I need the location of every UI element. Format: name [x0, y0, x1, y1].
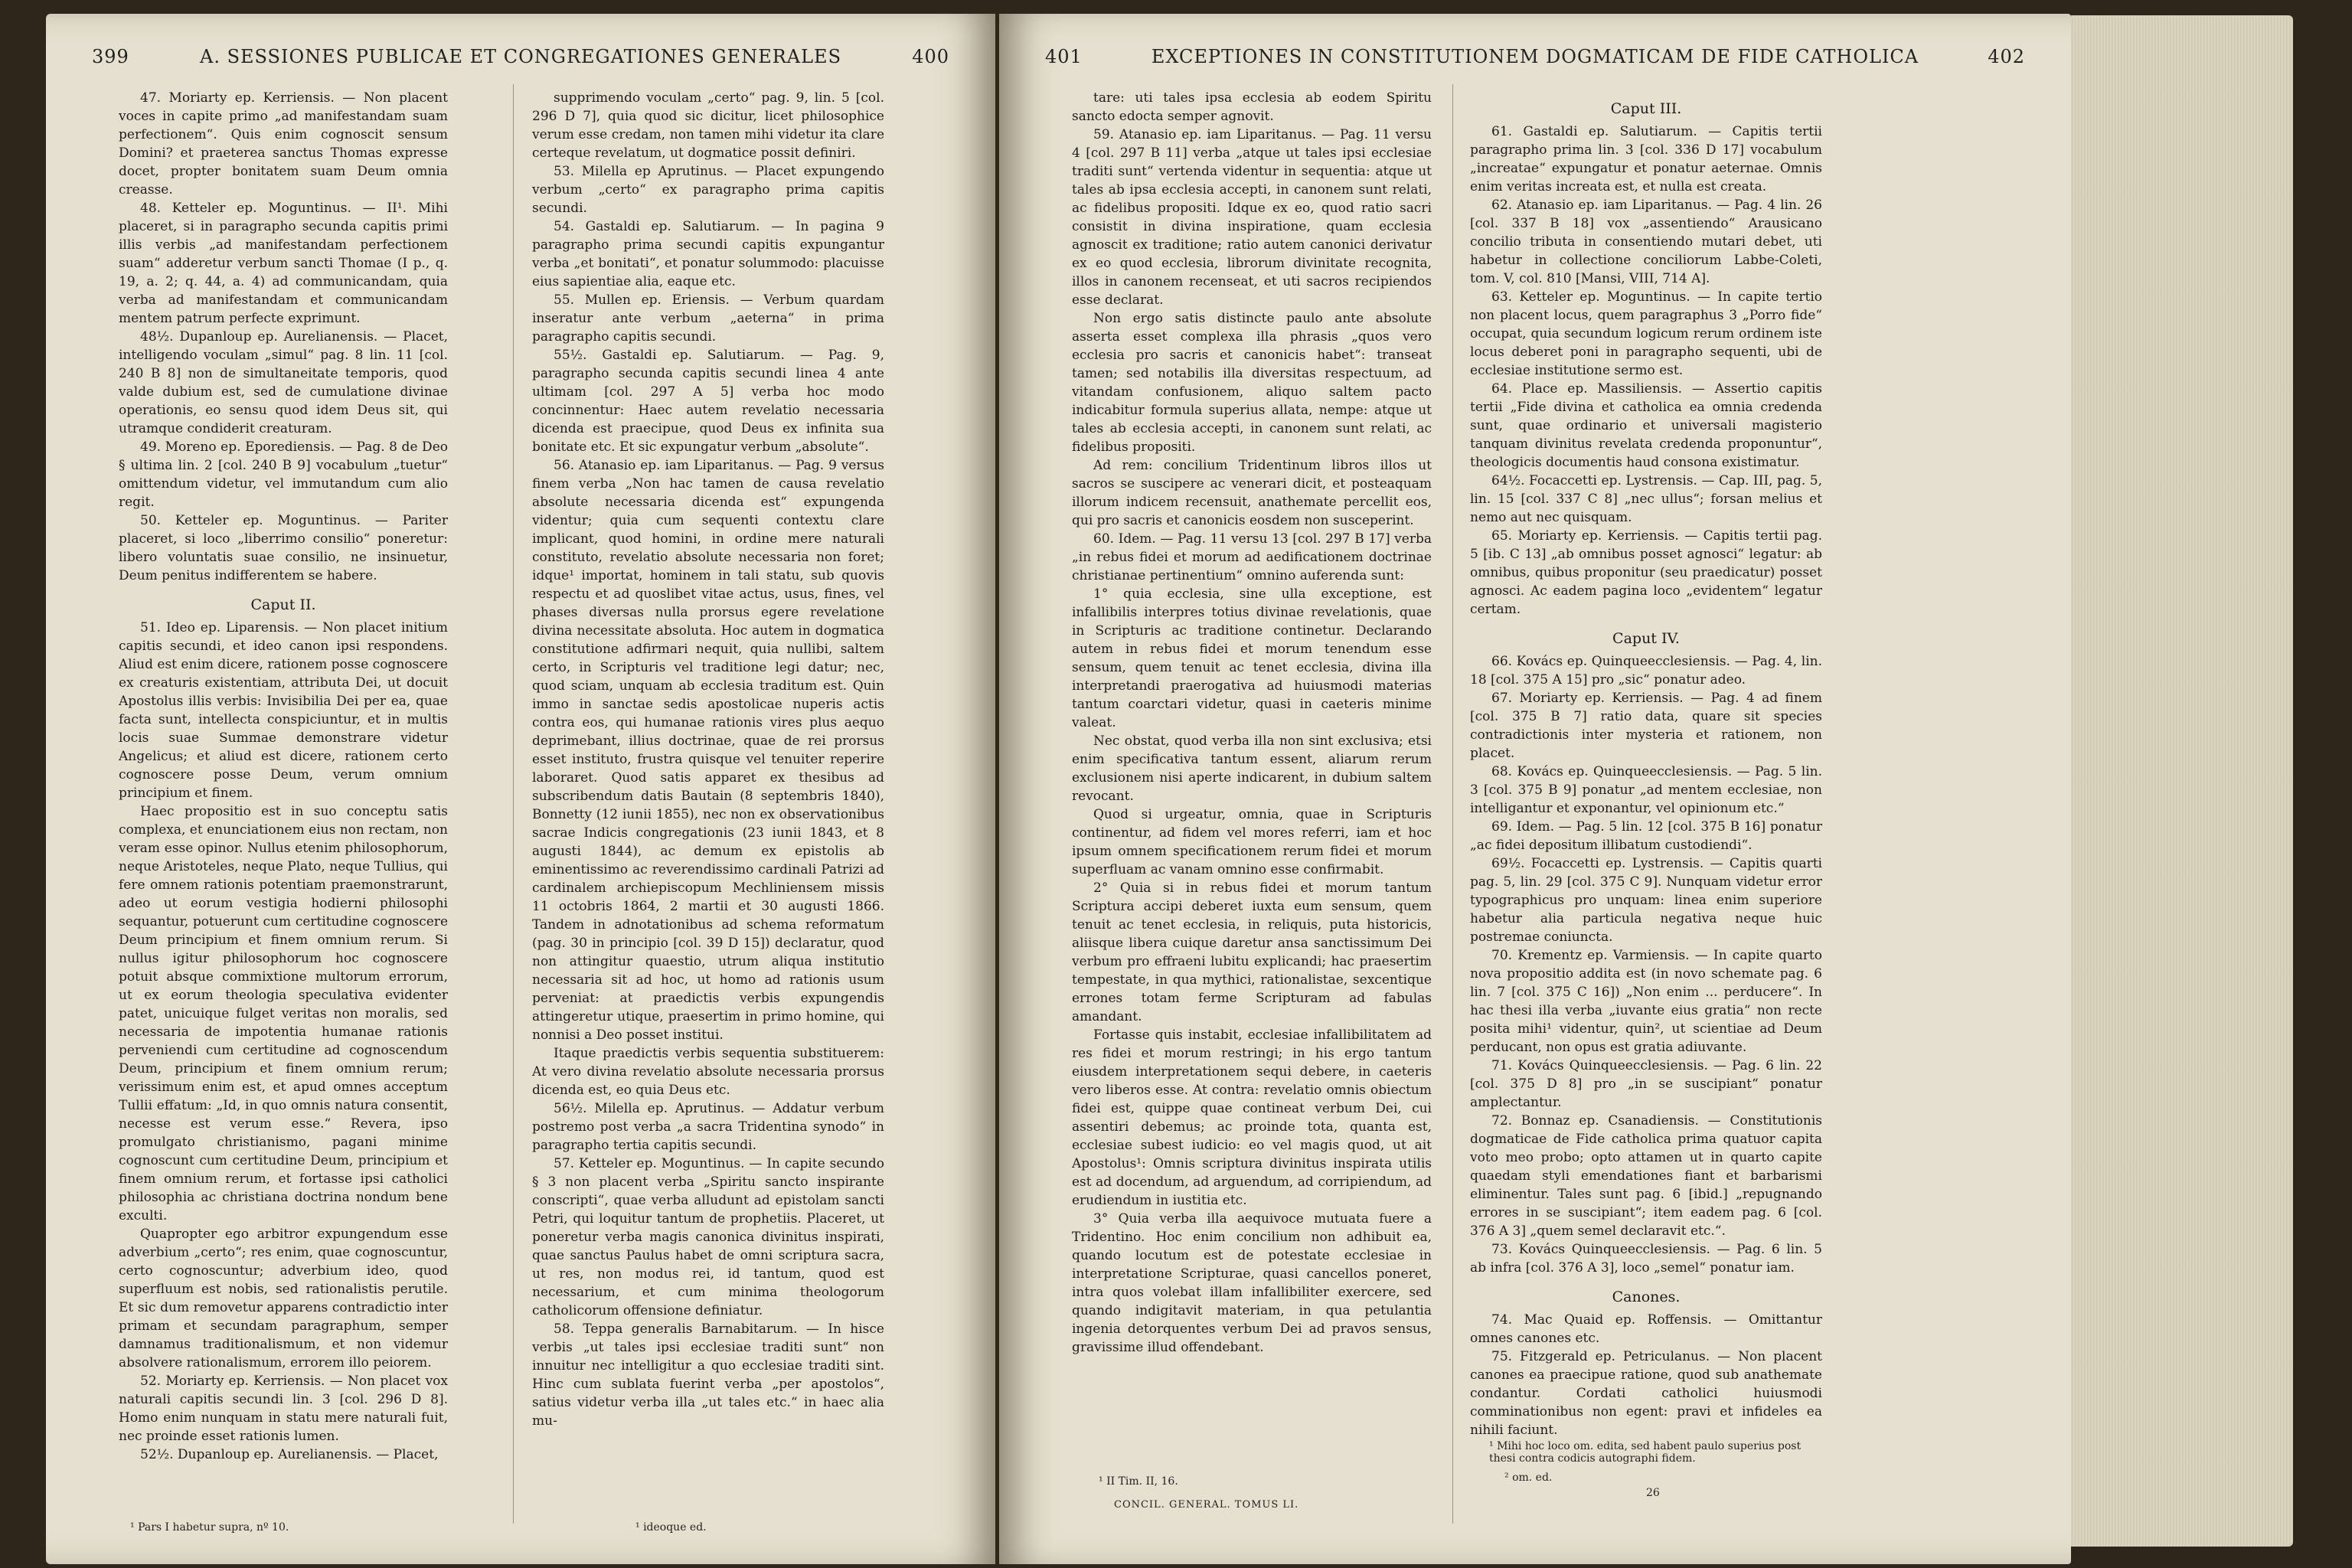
footnote: ² om. ed.	[1504, 1472, 1553, 1484]
paragraph: Itaque praedictis verbis sequentia substituerem: At vero divina revelatio absolute necessaria prorsus dicenda est, eo quia Deus etc.	[532, 1046, 884, 1098]
page-number: 402	[1988, 46, 2025, 67]
section-heading: Caput III.	[1610, 100, 1682, 117]
paragraph: 58. Teppa generalis Barnabitarum. — In hisce verbis „ut tales ipsi ecclesiae traditi sunt“ non innuitur nec intelligitur a quo ecclesiae traditi sint. Hinc cum sublata fuerint verba „per apostolos“, satius videtur verba illa „ut tales etc.“ in haec alia mu-	[532, 1321, 884, 1429]
paragraph: 74. Mac Quaid ep. Roffensis. — Omittantur omnes canones etc.	[1470, 1312, 1822, 1346]
signature-mark: CONCIL. GENERAL. TOMUS LI.	[1114, 1499, 1299, 1511]
text-column	[532, 89, 884, 1430]
paragraph: 55. Mullen ep. Eriensis. — Verbum quardam inseratur ante verbum „aeterna“ in prima paragrapho capitis secundi.	[532, 292, 884, 345]
running-head-left	[92, 46, 949, 77]
paragraph: 62. Atanasio ep. iam Liparitanus. — Pag. 4 lin. 26 [col. 337 B 18] vox „assentiendo“ Arausicano concilio tributa in consentiendo mutari debet, uti habetur in collectione conciliorum Labbe-Coleti, tom. V, col. 810 [Mansi, VIII, 714 A].	[1470, 198, 1822, 286]
signature-number: 26	[1646, 1487, 1660, 1499]
paragraph: 1° quia ecclesia, sine ulla exceptione, est infallibilis interpres totius divinae revelationis, quae in Scripturis ac traditione continetur. Declarando autem in rebus fidei et morum tenendum esse sensum, quem tenuit ac tenet ecclesia, divina illa interpretandi praerogativa ad huiusmodi materias tantum coarctari videtur, quasi in caeteris minime valeat.	[1072, 586, 1432, 730]
footnote: ¹ Mihi hoc loco om. edita, sed habent paulo superius post thesi contra codicis autographi fidem.	[1489, 1440, 1802, 1465]
paragraph: 57. Ketteler ep. Moguntinus. — In capite secundo § 3 non placent verba „Spiritu sancto inspirante conscripti“, quae verba alludunt ad epistolam sancti Petri, qui loquitur tantum de prophetiis. Placeret, ut poneretur verba magis canonica divinitus inspirati, quae sanctus Paulus habet de omni scriptura sacra, ut res, non modus rei, id tantum, quod est necessarium, et cum minima theologorum catholicorum offensione definiatur.	[532, 1156, 884, 1318]
section-heading: Caput IV.	[1612, 630, 1680, 647]
footnote: ¹ Pars I habetur supra, nº 10.	[130, 1521, 289, 1534]
running-title: EXCEPTIONES IN CONSTITUTIONEM DOGMATICAM DE FIDE CATHOLICA	[1151, 46, 1919, 67]
paragraph: 52½. Dupanloup ep. Aurelianensis. — Placet,	[140, 1447, 439, 1462]
page-edge-stack	[2071, 15, 2293, 1547]
paragraph: 75. Fitzgerald ep. Petriculanus. — Non placent canones ea praecipue ratione, quod sub anathemate condantur. Cordati catholici huiusmodi comminationibus non egent: pravi et infideles ea nihili faciunt.	[1470, 1349, 1822, 1438]
page-number: 399	[92, 46, 129, 67]
running-head-right	[1045, 46, 2025, 77]
paragraph: Non ergo satis distincte paulo ante absolute asserta esset complexa illa phrasis „quos vero ecclesia pro sacris et canonicis habet“: transeat tamen; sed notabilis illa diversitas respectuum, ad vitandam confusionem, aliquo saltem pacto indicabitur formula superius allata, nempe: atque ut tales ab ecclesia accepti, in canonem sunt relati, ac fidelibus propositi.	[1072, 311, 1432, 455]
text-column	[119, 89, 448, 1464]
paragraph: 2° Quia si in rebus fidei et morum tantum Scriptura accipi deberet iuxta eum sensum, quem tenuit ac tenet ecclesia, in reliquis, puta historicis, aliisque libera cuique daretur ansa sanctissimum Dei verbum pro effraeni lubitu explicandi; hac praesertim tempestate, in qua mythici, rationalistae, sexcentique errones totam ferme Scripturam ad fabulas amandant.	[1072, 880, 1432, 1024]
paragraph: 59. Atanasio ep. iam Liparitanus. — Pag. 11 versu 4 [col. 297 B 11] verba „atque ut tales ipsi ecclesiae traditi sunt“ vertenda videntur in sequentia: atque ut tales ab ipsa ecclesia accepti, in canonem sunt relati, ac fidelibus propositi. Idque ex eo, quod ratio sacri consistit in divina inspiratione, quam ecclesia agnoscit ex traditione; ratio autem canonici derivatur ex eo quod ecclesia, librorum divinitate recognita, illos in canonem recenseat, et uti sacros recipiendos esse declarat.	[1072, 127, 1432, 308]
paragraph: 49. Moreno ep. Eporediensis. — Pag. 8 de Deo § ultima lin. 2 [col. 240 B 9] vocabulum „tuetur“ omittendum videtur, vel immutandum cum alio regit.	[119, 439, 448, 510]
paragraph: 69½. Focaccetti ep. Lystrensis. — Capitis quarti pag. 5, lin. 29 [col. 375 C 9]. Nunquam videtur error typographicus pro unquam: linea enim superiore habetur alia particula negativa neque huic postremae coniuncta.	[1470, 856, 1822, 945]
paragraph: 69. Idem. — Pag. 5 lin. 12 [col. 375 B 16] ponatur „ac fidei depositum illibatum custodiendi“.	[1470, 819, 1822, 853]
paragraph: tare: uti tales ipsa ecclesia ab eodem Spiritu sancto edocta semper agnovit.	[1072, 90, 1432, 124]
left-page	[46, 14, 995, 1564]
page-number: 401	[1045, 46, 1083, 67]
paragraph: 50. Ketteler ep. Moguntinus. — Pariter placeret, si loco „liberrimo consilio“ poneretur: libero voluntatis suae consilio, ne insinuetur, Deum penitus indifferentem se habere.	[119, 513, 448, 583]
section-heading: Canones.	[1612, 1289, 1681, 1305]
paragraph: 61. Gastaldi ep. Salutiarum. — Capitis tertii paragrapho prima lin. 3 [col. 336 D 17] vocabulum „increatae“ expungatur et ponatur aeternae. Omnis enim veritas increata est, et nulla est creata.	[1470, 124, 1822, 194]
paragraph: 64. Place ep. Massiliensis. — Assertio capitis tertii „Fide divina et catholica ea omnia credenda sunt, quae ordinario et universali magisterio tanquam divinitus revelata credenda proponuntur“, theologicis documentis haud consona existimatur.	[1470, 381, 1822, 470]
paragraph: Fortasse quis instabit, ecclesiae infallibilitatem ad res fidei et morum restringi; in his ergo tantum eiusdem interpretationem sequi debere, in caeteris vero liberos esse. At contra: revelatio omnis obiectum fidei est, quippe quae contineat verbum Dei, cui assentiri debemus; ac proinde tota, quanta est, ecclesiae subest iudicio: eo vel magis quod, ut ait Apostolus¹: Omnis scriptura divinitus inspirata utilis est ad docendum, ad arguendum, ad corripiendum, ad erudiendum in iustitia etc.	[1072, 1027, 1432, 1208]
text-column	[1470, 89, 1822, 1439]
paragraph: 60. Idem. — Pag. 11 versu 13 [col. 297 B 17] verba „in rebus fidei et morum ad aedificationem doctrinae christianae pertinentium“ omnino auferenda sunt:	[1072, 531, 1432, 583]
paragraph: 52. Moriarty ep. Kerriensis. — Non placet vox naturali capitis secundi lin. 3 [col. 296 D 8]. Homo enim nunquam in statu mere naturali fuit, nec proinde esset rationis lumen.	[119, 1374, 448, 1444]
paragraph: 56½. Milella ep. Aprutinus. — Addatur verbum postremo post verba „a sacra Tridentina synodo“ in paragrapho tertia capitis secundi.	[532, 1101, 884, 1153]
paragraph: 51. Ideo ep. Liparensis. — Non placet initium capitis secundi, et ideo canon ipsi respondens. Aliud est enim dicere, rationem posse cognoscere ex creaturis existentiam, attributa Dei, ut docuit Apostolus illis verbis: Invisibilia Dei per ea, quae facta sunt, intellecta conspiciuntur, et in multis locis suae Summae demonstrare videtur Angelicus; et aliud est dicere, rationem certo cognoscere posse Deum, verum omnium principium et finem.	[119, 620, 448, 801]
paragraph: 65. Moriarty ep. Kerriensis. — Capitis tertii pag. 5 [ib. C 13] „ab omnibus posset agnosci“ legatur: ab omnibus, quibus proponitur (seu praedicatur) posset agnosci. Ac eadem pagina loco „evidentem“ legatur certam.	[1470, 528, 1822, 617]
text-column	[1072, 89, 1432, 1357]
paragraph: 68. Kovács ep. Quinqueecclesiensis. — Pag. 5 lin. 3 [col. 375 B 9] ponatur „ad mentem ecclesiae, non intelligantur et exponantur, vel opinionum etc.“	[1470, 764, 1822, 816]
paragraph: 70. Krementz ep. Varmiensis. — In capite quarto nova propositio addita est (in novo schemate pag. 6 lin. 7 [col. 375 C 16]) „Non enim ... perducere“. In hac thesi illa verba „iuvante eius gratia“ non recte posita mihi¹ videntur, quin², ut scientiae ad Deum perducant, non opus est gratia adiuvante.	[1470, 948, 1822, 1055]
paragraph: 55½. Gastaldi ep. Salutiarum. — Pag. 9, paragrapho secunda capitis secundi linea 4 ante ultimam [col. 297 A 5] verba hoc modo concinnentur: Haec autem revelatio necessaria dicenda est praecipue, quod Deus ex infinita sua bonitate etc. Et sic expungatur verbum „absolute“.	[532, 348, 884, 455]
paragraph: 48. Ketteler ep. Moguntinus. — II¹. Mihi placeret, si in paragrapho secunda capitis primi illis verbis „ad manifestandam perfectionem suam“ adderetur verbum sancti Thomae (I p., q. 19, a. 2; q. 44, a. 4) ad communicandam, quia verba ad manifestandam et communicandam mentem patrum perfecte exprimunt.	[119, 201, 448, 326]
paragraph: 67. Moriarty ep. Kerriensis. — Pag. 4 ad finem [col. 375 B 7] ratio data, quare sit species contradictionis inter mysteria et rationem, non placet.	[1470, 691, 1822, 761]
footnote: ¹ II Tim. II, 16.	[1099, 1475, 1178, 1488]
paragraph: Ad rem: concilium Tridentinum libros illos ut sacros se suscipere ac venerari dicit, et posteaquam illorum indicem recensuit, anathemate percellit eos, qui pro sacris et canonicis eosdem non susceperint.	[1072, 458, 1432, 528]
paragraph: 54. Gastaldi ep. Salutiarum. — In pagina 9 paragrapho prima secundi capitis expungantur verba „et bonitati“, et ponatur solummodo: placuisse eius sapientiae alia, eaque etc.	[532, 219, 884, 289]
paragraph: 53. Milella ep Aprutinus. — Placet expungendo verbum „certo“ ex paragrapho prima capitis secundi.	[532, 164, 884, 216]
paragraph: 64½. Focaccetti ep. Lystrensis. — Cap. III, pag. 5, lin. 15 [col. 337 C 8] „nec ullus“; forsan melius et nemo aut nec quisquam.	[1470, 473, 1822, 525]
running-title: A. SESSIONES PUBLICAE ET CONGREGATIONES GENERALES	[199, 46, 842, 67]
paragraph: Haec propositio est in suo conceptu satis complexa, et enunciationem eius non rectam, non veram esse opinor. Nullus etenim philosophorum, neque Aristoteles, neque Plato, neque Tullius, qui fere omnem rationis potentiam praemonstrarunt, adeo ut eorum vestigia hodierni philosophi sequantur, potuerunt cum certitudine cognoscere Deum principium et finem omnium rerum. Si nullus igitur philosophorum hoc cognoscere potuit absque commixtione multorum errorum, ut ex eorum theologia speculativa evidenter patet, unicuique fulget veritas non moralis, sed necessaria de impotentia humanae rationis perveniendi cum certitudine ad cognoscendum Deum, principium et finem omnium rerum; verissimum enim est, et apud omnes acceptum Tullii effatum: „Id, in quo omnis natura consentit, necesse est verum esse.“ Revera, ipso promulgato christianismo, pagani minime cognoscunt cum certitudine Deum, principium et finem omnium rerum, et fortasse ipsi catholici philosophia ac christiana doctrina nondum bene exculti.	[119, 804, 448, 1223]
paragraph: 72. Bonnaz ep. Csanadiensis. — Constitutionis dogmaticae de Fide catholica prima quatuor capita voto meo probo; opto attamen ut in quarto capite quaedam styli emendationes fiant et barbarismi eliminentur. Tales sunt pag. 6 [ibid.] „repugnando errores in se suscipiant“; item eadem pag. 6 [col. 376 A 3] „quem semel declaravit etc.“.	[1470, 1113, 1822, 1239]
paragraph: 73. Kovács Quinqueecclesiensis. — Pag. 6 lin. 5 ab infra [col. 376 A 3], loco „semel“ ponatur iam.	[1470, 1242, 1822, 1276]
paragraph: 47. Moriarty ep. Kerriensis. — Non placent voces in capite primo „ad manifestandam suam perfectionem“. Quis enim cognoscit sensum Domini? et praeterea sanctus Thomas expresse docet, propter bonitatem suam Deum omnia creasse.	[119, 90, 448, 198]
paragraph: Quapropter ego arbitror expungendum esse adverbium „certo“; res enim, quae cognoscuntur, certo cognoscuntur; adverbium ideo, quod superfluum est nobis, sed rationalistis perutile. Et sic dum removetur apparens contradictio inter primam et secundam paragraphum, semper damnamus traditionalismum, et non videmur absolvere rationalismum, errorem illo peiorem.	[119, 1227, 448, 1370]
paragraph: Quod si urgeatur, omnia, quae in Scripturis continentur, ad fidem vel mores referri, iam et hoc ipsum omnem specificationem rerum fidei et morum superfluam ac vanam omnino esse confirmabit.	[1072, 807, 1432, 877]
paragraph: supprimendo voculam „certo“ pag. 9, lin. 5 [col. 296 D 7], quia quod sic dicitur, licet philosophice verum esse credam, non tamen mihi videtur ita clare certeque revelatum, ut dogmatice possit definiri.	[532, 90, 884, 161]
paragraph: 66. Kovács ep. Quinqueecclesiensis. — Pag. 4, lin. 18 [col. 375 A 15] pro „sic“ ponatur adeo.	[1470, 654, 1822, 688]
paragraph: 56. Atanasio ep. iam Liparitanus. — Pag. 9 versus finem verba „Non hac tamen de causa revelatio absolute necessaria dicenda est“ expungenda videntur; quia cum sequenti contextu clare implicant, quod homini, in ordine mere naturali constituto, revelatio absolute necessaria non foret; idque¹ importat, hominem in tali statu, sub quovis respectu et ad quoslibet vitae actus, usus, fines, vel phases diversas nulla prorsus egere revelatione divina necessitate absoluta. Hoc autem in dogmatica constitutione adfirmari nequit, quia nullibi, saltem certo, in Scripturis vel traditione legi datur; nec, quod sciam, unquam ab ecclesia traditum est. Quin immo in sanctae sedis apostolicae nuperis actis contra eos, qui humanae rationis vires plus aequo deprimebant, illius doctrinae, quae de rei prorsus esset instituto, frustra quisque vel tenuiter reperire laboraret. Quod satis apparet ex thesibus ad subscribendum datis Bautain (8 septembris 1840), Bonnetty (12 iunii 1855), nec non ex observationibus sacrae Indicis congregationis (23 iunii 1843, et 8 augusti 1844), ac demum ex epistolis ab eminentissimo ac reverendissimo cardinali Patrizi ad cardinalem archiepiscopum Mechliniensem missis 11 octobris 1864, 2 martii et 30 augusti 1866. Tandem in adnotationibus ad schema reformatum (pag. 30 in principio [col. 39 D 15]) declaratur, quod non attingitur quaestio, utrum aliqua institutio necessaria sit ad hoc, ut homo ad rationis usum perveniat: at praedictis verbis expungendis attingeretur utique, praesertim in primo homine, qui nonnisi a Deo posset institui.	[532, 458, 884, 1043]
column-divider	[1452, 84, 1453, 1524]
page-number: 400	[912, 46, 949, 67]
right-page	[999, 14, 2071, 1564]
paragraph: 3° Quia verba illa aequivoce mutuata fuere a Tridentino. Hoc enim concilium non adhibuit ea, quando locutum est de potestate ecclesiae in interpretatione Scripturae, quasi cancellos poneret, intra quos volebat illam infallibiliter exercere, sed quando indigitavit materiam, in qua petulantia ingenia detorquentes verbum Dei ad pravos sensus, gravissime illud offendebant.	[1072, 1211, 1432, 1355]
footnote: ¹ ideoque ed.	[635, 1521, 707, 1534]
paragraph: 71. Kovács Quinqueecclesiensis. — Pag. 6 lin. 22 [col. 375 D 8] pro „in se suscipiant“ ponatur amplectantur.	[1470, 1058, 1822, 1110]
paragraph: Nec obstat, quod verba illa non sint exclusiva; etsi enim specificativa tantum essent, aliarum rerum exclusionem nisi aperte indicarent, in dubium saltem revocant.	[1072, 733, 1432, 804]
paragraph: 63. Ketteler ep. Moguntinus. — In capite tertio non placent locus, quem paragraphus 3 „Porro fide“ occupat, quia secundum logicum rerum ordinem iste locus deberet poni in paragrapho sequenti, ubi de ecclesiae institutione sermo est.	[1470, 289, 1822, 378]
section-heading: Caput II.	[250, 596, 316, 613]
column-divider	[513, 84, 514, 1524]
paragraph: 48½. Dupanloup ep. Aurelianensis. — Placet, intelligendo voculam „simul“ pag. 8 lin. 11 [col. 240 B 8] non de simultaneitate temporis, quod valde dubium est, sed de cumulatione divinae operationis, eo sensu quod idem Deus sit, qui utramque condiderit creaturam.	[119, 329, 448, 436]
